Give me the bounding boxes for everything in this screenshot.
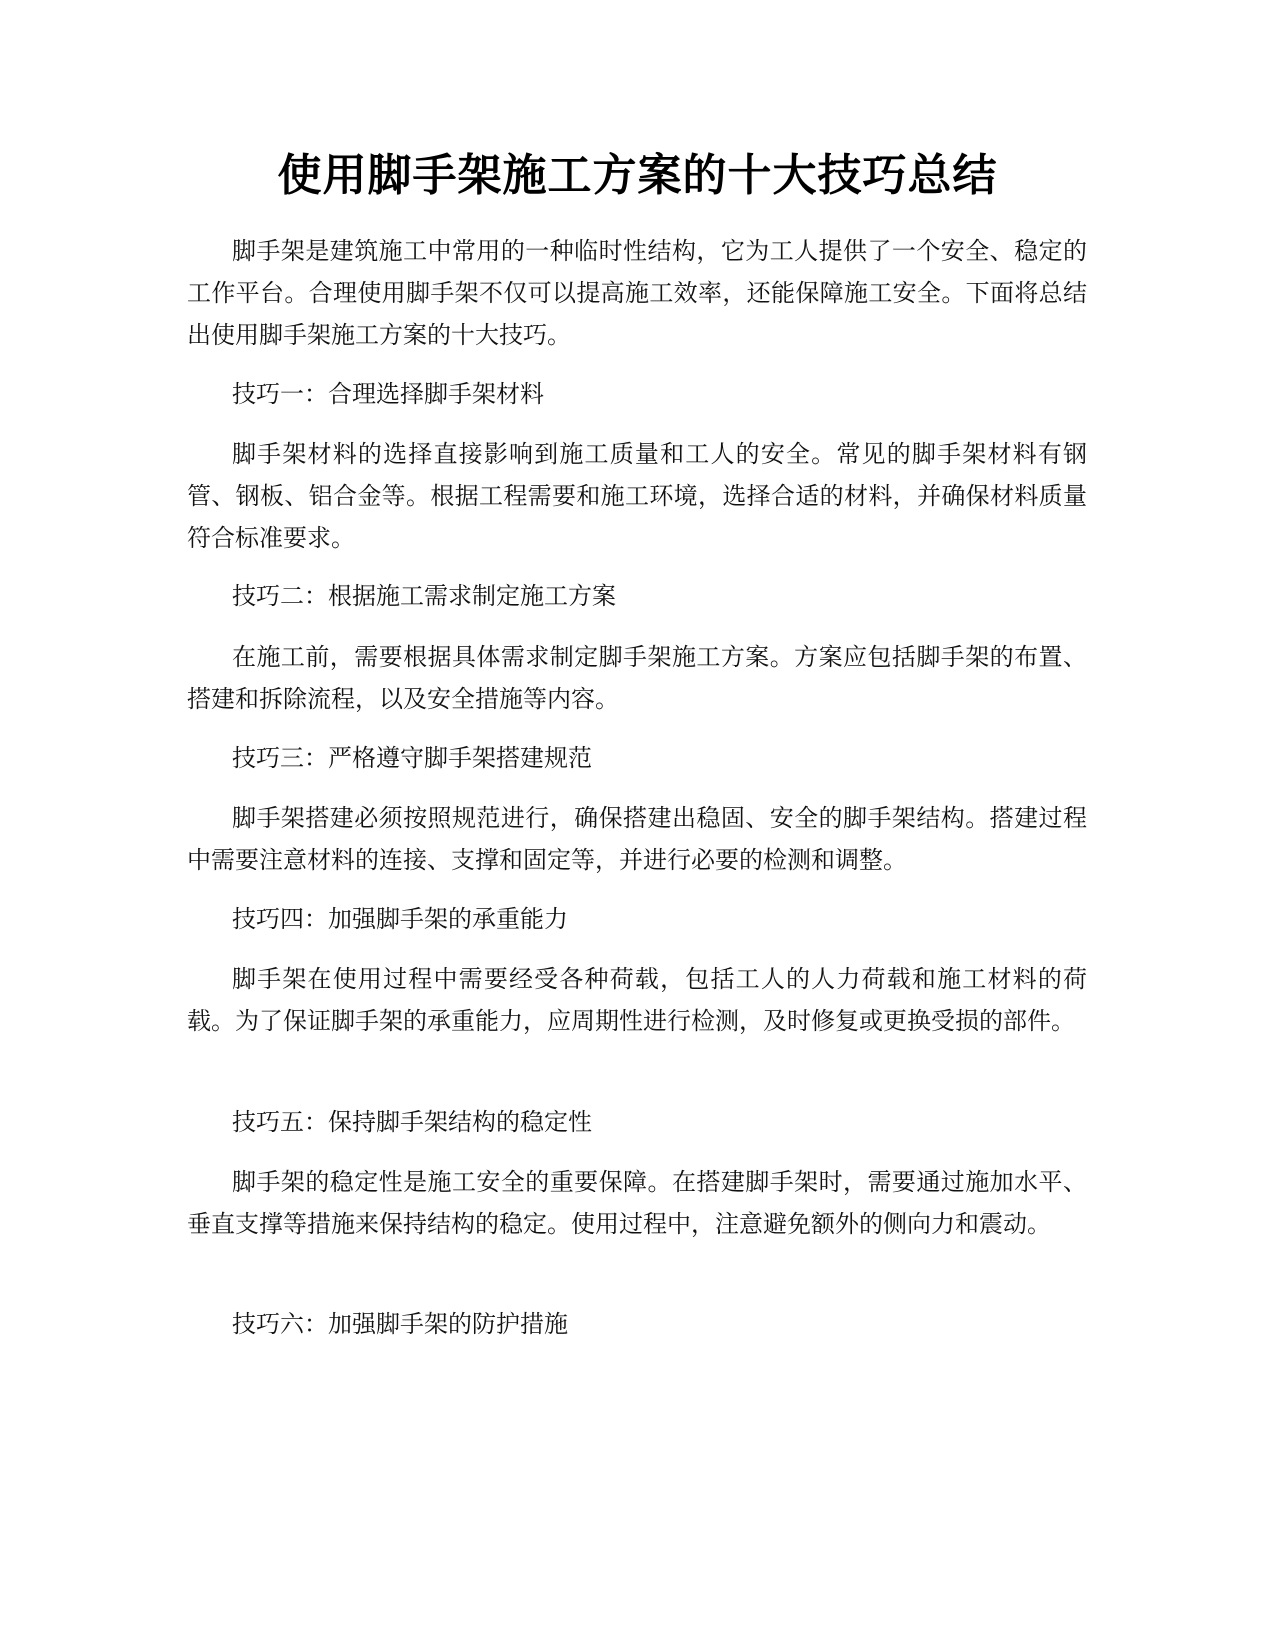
tip-3-heading: 技巧三：严格遵守脚手架搭建规范 [232,744,592,772]
tip-1-heading: 技巧一：合理选择脚手架材料 [232,380,544,408]
intro-paragraph: 脚手架是建筑施工中常用的一种临时性结构，它为工人提供了一个安全、稳定的工作平台。合理使用脚手架不仅可以提高施工效率，还能保障施工安全。下面将总结出使用脚手架施工方案的十大技巧。 [187,237,1087,349]
tip-3-paragraph: 脚手架搭建必须按照规范进行，确保搭建出稳固、安全的脚手架结构。搭建过程中需要注意材料的连接、支撑和固定等，并进行必要的检测和调整。 [187,804,1087,874]
tip-1-paragraph: 脚手架材料的选择直接影响到施工质量和工人的安全。常见的脚手架材料有钢管、钢板、铝合金等。根据工程需要和施工环境，选择合适的材料，并确保材料质量符合标准要求。 [187,440,1087,552]
tip-5-paragraph: 脚手架的稳定性是施工安全的重要保障。在搭建脚手架时，需要通过施加水平、垂直支撑等措施来保持结构的稳定。使用过程中，注意避免额外的侧向力和震动。 [187,1168,1087,1238]
tip-2-heading: 技巧二：根据施工需求制定施工方案 [232,582,616,610]
tip-5-heading: 技巧五：保持脚手架结构的稳定性 [232,1108,592,1136]
tip-4-paragraph: 脚手架在使用过程中需要经受各种荷载，包括工人的人力荷载和施工材料的荷载。为了保证脚手架的承重能力，应周期性进行检测，及时修复或更换受损的部件。 [187,965,1087,1035]
tip-6-heading: 技巧六：加强脚手架的防护措施 [232,1310,568,1338]
tip-4-heading: 技巧四：加强脚手架的承重能力 [232,905,568,933]
tip-2-paragraph: 在施工前，需要根据具体需求制定脚手架施工方案。方案应包括脚手架的布置、搭建和拆除流程，以及安全措施等内容。 [187,643,1087,713]
document-title: 使用脚手架施工方案的十大技巧总结 [277,150,998,201]
